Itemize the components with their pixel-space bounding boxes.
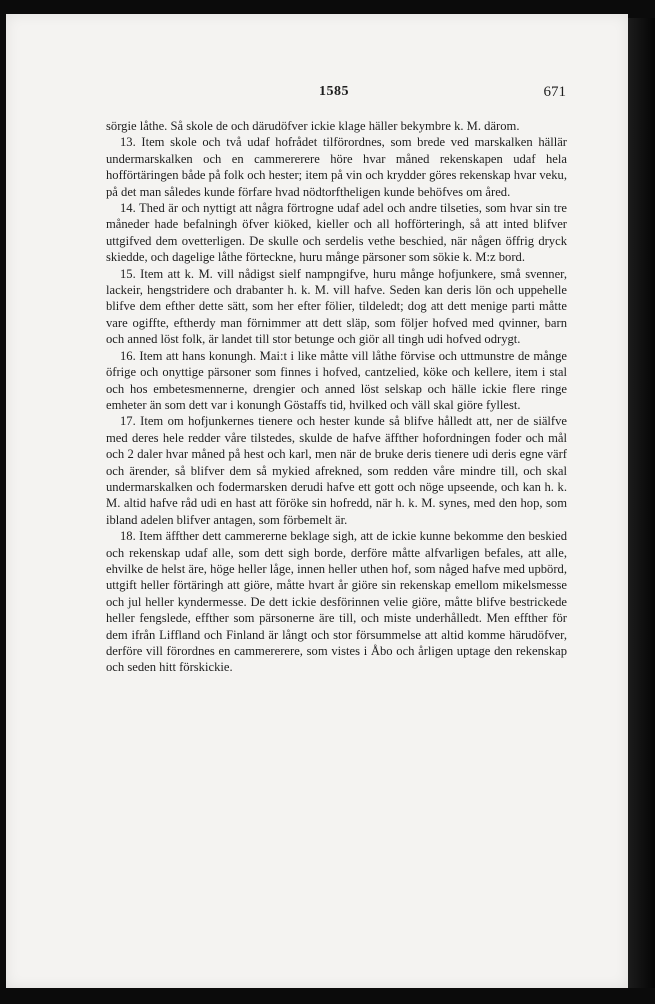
paragraph-continuation: sörgie låthe. Så skole de och därudöfver ickie klage häller bekymbre k. M. därom. xyxy=(106,119,520,133)
paragraph-13: 13. Item skole och två udaf hofrådet tilförordnes, som brede ved marskalken hällär undermarskalken och en cammererere höre hvar måned rekenskapen udaf hela hofförtäringen både på folk och hester; item på vin och krydder göres rekenskap hvar veku, på det man således kunde förfare hvad nödtorftheligen kunde behöfves om åred. xyxy=(106,135,567,199)
paragraph-18: 18. Item äffther dett cammererne beklage sigh, att de ickie kunne bekomme den beskied och rekenskap udaf alle, som dett sigh borde, derföre måtte alfvarligen befales, att alle, ehvilke de helst äre, höge heller låge, innen heller uthen hof, som någed hafve med upbörd, uttgift heller förtäringh att giöre, måtte hvart år giöre sin rekenskap emellom mikelsmesse och jul heller kyndermesse. De dett ickie desförinnen velie giöre, måtte blifve bestrickede heller fengslede, effther som pärsonerne äre till, och miste underhålledt. Men effther för dem ifrån Liffland och Finland är långt och stor försummelse att altid komme härudöfver, derföre vill förordnes en cammererere, som vistes i Åbo och årligen uptage den rekenskap och seden hitt förskickie. xyxy=(106,529,567,675)
page-number: 671 xyxy=(543,84,566,100)
body-text xyxy=(106,118,567,676)
paragraph-17: 17. Item om hofjunkernes tienere och hester kunde så blifve hålledt att, ner de siälfve med deres hele redder våre tilstedes, skulde de hafve äffther hofordningen foder och mål och 2 daler hvar måned på hest och karl, men när de bruke deris tienere udi deris egne värf och ärender, så blifver dem så mykied afrekned, som redden våre mindre till, och skal undermarskalken och fodermarsken derudi hafve ett gott och nöge upseende, och kan h. k. M. altid hafve råd udi en hast att föröke sin hofredd, när h. k. M. synes, med den hop, som ibland adelen blifver antagen, som förbemelt är. xyxy=(106,414,567,527)
paragraph-15: 15. Item att k. M. vill nådigst sielf nampngifve, huru månge hofjunkere, små svenner, lackeir, hengstridere och drabanter h. k. M. vill hafve. Seden kan deris lön och uppehelle blifve dem efther dette sätt, som her efter fölier, tildeledt; dog att dett menige parti måtte vare ogiffte, eftherdy man förnimmer att dett släp, som följer hofved med qvinner, barn och anned löst folk, är landet till stor betunge och giör all tingh udi hofved odrygt. xyxy=(106,266,567,347)
paragraph-14: 14. Thed är och nyttigt att några förtrogne udaf adel och andre tilseties, som hvar sin tre måneder hade befalningh öfver kiöked, kieller och all hofförteringh, så att inted blifver uttgifved dem ovetterligen. De skulle och serdelis vethe beschied, när någen öffrig dryck skiedde, och dagelige låthe förteckne, huru månge pärsoner som sökie k. M:z bord. xyxy=(106,201,567,265)
scan-border xyxy=(0,988,655,1004)
header-year: 1585 xyxy=(319,84,349,99)
paragraph-16: 16. Item att hans konungh. Mai:t i like måtte vill låthe förvise och uttmunstre de månge öfrige och onyttige pärsoner som finnes i hofved, cantzelied, köke och kellere, item i stal och hos embetesmennerne, drengier och anned löst selskap och hälle ickie flere ringe emheter än som dett var i konungh Göstaffs tid, hvilked och väll skal giöre fyllest. xyxy=(106,348,567,412)
running-header xyxy=(102,84,566,108)
page-edge-shadow xyxy=(628,18,655,1004)
